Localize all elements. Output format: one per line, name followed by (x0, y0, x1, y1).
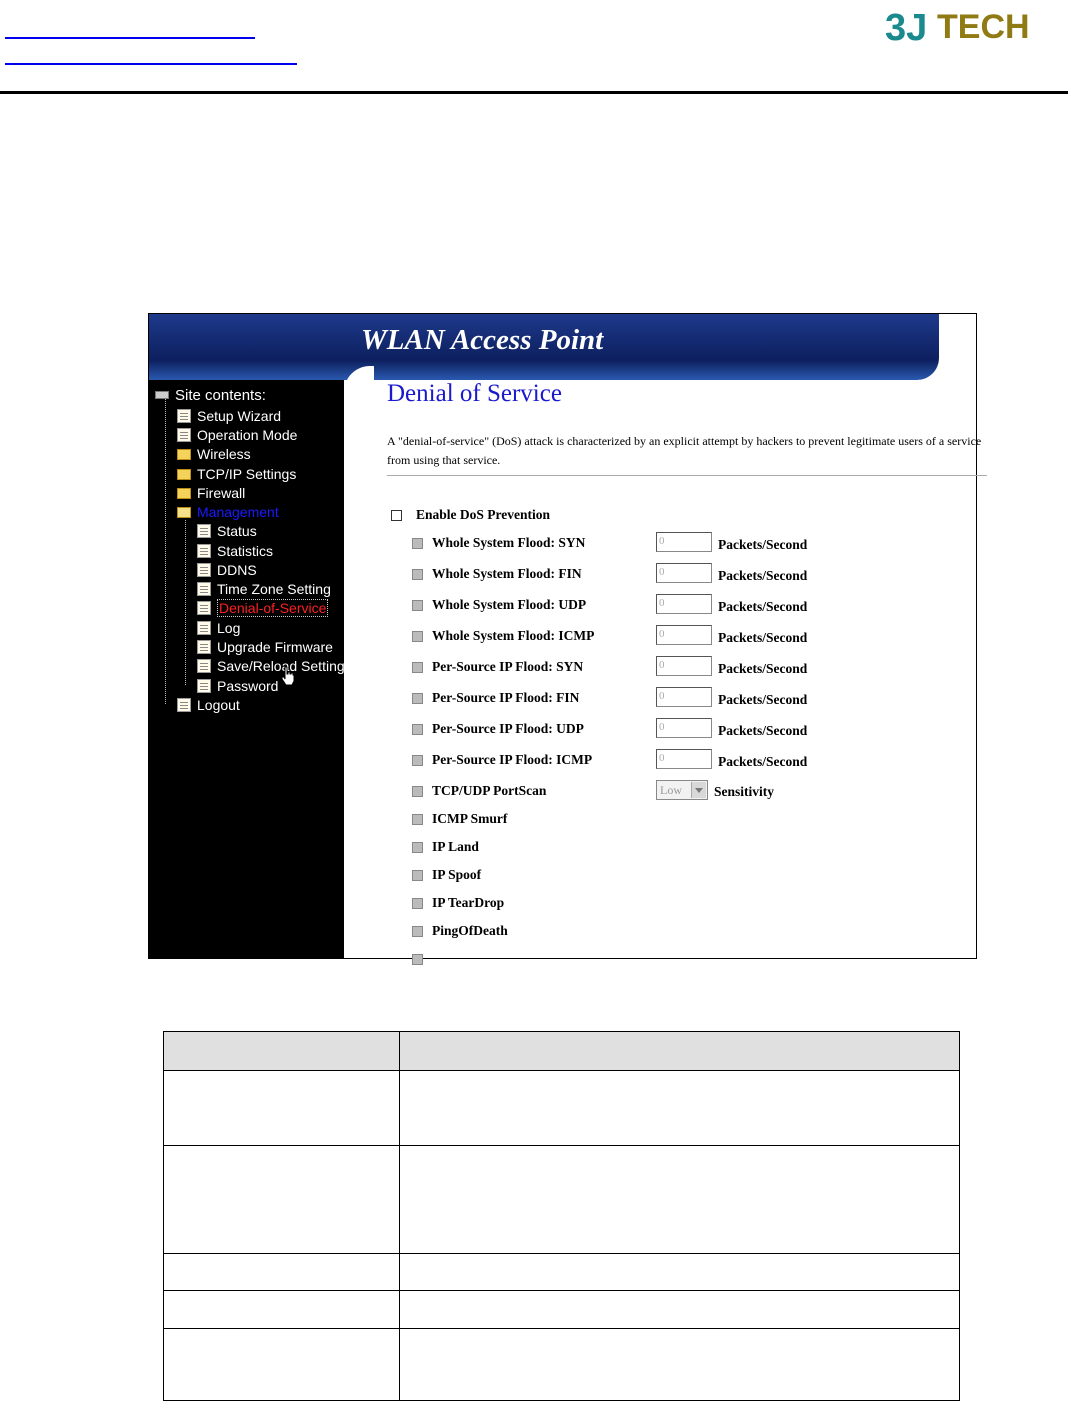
sidebar-item-status[interactable] (197, 521, 257, 540)
flood-unit: Packets/Second (718, 661, 808, 676)
option-checkbox-partial[interactable] (412, 954, 423, 965)
sidebar-item-label: Password (217, 677, 279, 694)
sidebar-root (155, 386, 266, 405)
brand-logo (885, 2, 1030, 58)
document-icon (177, 409, 191, 423)
folder-icon (177, 449, 191, 460)
sidebar-item-log[interactable] (197, 618, 240, 637)
sidebar-item-save-reload[interactable] (197, 656, 345, 675)
sensitivity-select[interactable] (656, 780, 708, 800)
sidebar-item-label: Wireless (197, 445, 251, 462)
document-icon (197, 679, 211, 693)
banner (149, 314, 976, 380)
page-description: A "denial-of-service" (DoS) attack is characterized by an explicit attempt by hackers to prevent legitimate users of a service from using that service. (387, 434, 982, 467)
folder-icon (177, 469, 191, 480)
flood-threshold-input[interactable]: 0 (656, 718, 712, 738)
flood-label: Per-Source IP Flood: ICMP (432, 752, 593, 767)
flood-threshold-input[interactable]: 0 (656, 594, 712, 614)
flood-unit: Packets/Second (718, 692, 808, 707)
option-label: IP Land (432, 839, 479, 854)
option-label: IP TearDrop (432, 895, 505, 910)
flood-checkbox[interactable] (412, 569, 423, 580)
banner-title: WLAN Access Point (361, 324, 604, 356)
sidebar-item-label: Time Zone Setting (217, 580, 331, 597)
sidebar-item-label: Setup Wizard (197, 407, 282, 424)
table-cell (400, 1254, 960, 1291)
table-cell (164, 1329, 400, 1401)
open-folder-icon (177, 507, 191, 518)
header-link-1[interactable] (5, 37, 255, 39)
flood-unit: Packets/Second (718, 537, 808, 552)
table-cell (164, 1071, 400, 1146)
table-cell (164, 1291, 400, 1329)
flood-label: Whole System Flood: ICMP (432, 628, 595, 643)
sidebar-item-tcpip-settings[interactable] (177, 464, 296, 483)
flood-checkbox[interactable] (412, 724, 423, 735)
table-row (164, 1329, 960, 1401)
sidebar-item-time-zone[interactable] (197, 579, 331, 598)
content-panel (385, 380, 982, 958)
flood-threshold-input[interactable]: 0 (656, 687, 712, 707)
sidebar (149, 380, 344, 958)
hand-cursor-icon (281, 666, 295, 686)
page-title: Denial of Service (387, 380, 562, 407)
document-icon (197, 524, 211, 538)
document-icon (197, 582, 211, 596)
table-header-cell (400, 1032, 960, 1071)
flood-label: Per-Source IP Flood: SYN (432, 659, 584, 674)
sensitivity-label: Sensitivity (714, 784, 775, 799)
flood-threshold-input[interactable]: 0 (656, 656, 712, 676)
sidebar-item-label: Log (217, 619, 241, 636)
flood-threshold-input[interactable]: 0 (656, 563, 712, 583)
sidebar-item-label: Statistics (217, 542, 274, 559)
table-cell (164, 1146, 400, 1254)
tree-line (185, 520, 186, 685)
header-rule (0, 91, 1068, 94)
logo-word: TECH (937, 8, 1030, 46)
table-header-row (164, 1032, 960, 1071)
table-row (164, 1071, 960, 1146)
enable-dos-label: Enable DoS Prevention (416, 507, 551, 522)
sidebar-item-firewall[interactable] (177, 483, 245, 502)
enable-dos-checkbox[interactable] (391, 510, 402, 521)
table-row (164, 1146, 960, 1254)
flood-label: Whole System Flood: FIN (432, 566, 582, 581)
flood-label: Whole System Flood: UDP (432, 597, 587, 612)
sensitivity-value: Low (660, 783, 682, 797)
document-icon (177, 428, 191, 442)
folder-icon (177, 488, 191, 499)
flood-threshold-input[interactable]: 0 (656, 625, 712, 645)
sidebar-item-label: TCP/IP Settings (197, 465, 297, 482)
flood-checkbox[interactable] (412, 600, 423, 611)
flood-checkbox[interactable] (412, 693, 423, 704)
flood-label: Per-Source IP Flood: FIN (432, 690, 580, 705)
computer-icon (155, 391, 169, 399)
flood-checkbox[interactable] (412, 538, 423, 549)
logo-number: 3J (885, 7, 928, 49)
portscan-label: TCP/UDP PortScan (432, 783, 547, 798)
option-label: PingOfDeath (432, 923, 508, 938)
flood-unit: Packets/Second (718, 630, 808, 645)
portscan-checkbox[interactable] (412, 786, 423, 797)
flood-unit: Packets/Second (718, 754, 808, 769)
sidebar-root-label: Site contents: (175, 387, 266, 404)
sidebar-item-upgrade-firmware[interactable] (197, 637, 333, 656)
sidebar-item-label: Firewall (197, 484, 246, 501)
content-divider (387, 475, 987, 476)
sidebar-item-management[interactable] (177, 502, 279, 521)
option-checkbox[interactable] (412, 814, 423, 825)
sidebar-item-label: Operation Mode (197, 426, 298, 443)
sidebar-item-label: Upgrade Firmware (217, 638, 333, 655)
table-cell (164, 1254, 400, 1291)
document-icon (197, 640, 211, 654)
flood-unit: Packets/Second (718, 568, 808, 583)
option-checkbox[interactable] (412, 870, 423, 881)
table-header-cell (164, 1032, 400, 1071)
sidebar-item-operation-mode[interactable] (177, 425, 297, 444)
flood-threshold-input[interactable]: 0 (656, 749, 712, 769)
sidebar-item-label: DDNS (217, 561, 257, 578)
document-icon (197, 659, 211, 673)
sidebar-item-setup-wizard[interactable] (177, 406, 281, 425)
table-cell (400, 1329, 960, 1401)
sidebar-item-logout[interactable] (177, 695, 240, 714)
tree-line (165, 394, 166, 704)
option-checkbox[interactable] (412, 926, 423, 937)
sidebar-item-denial-of-service[interactable] (197, 598, 328, 617)
option-label: IP Spoof (432, 867, 482, 882)
table-row (164, 1254, 960, 1291)
sidebar-item-ddns[interactable] (197, 560, 257, 579)
document-icon (197, 621, 211, 635)
sidebar-item-password[interactable] (197, 676, 278, 695)
sidebar-item-label: Status (217, 522, 257, 539)
flood-label: Per-Source IP Flood: UDP (432, 721, 584, 736)
table-cell (400, 1146, 960, 1254)
document-icon (177, 698, 191, 712)
flood-label: Whole System Flood: SYN (432, 535, 586, 550)
flood-unit: Packets/Second (718, 599, 808, 614)
flood-unit: Packets/Second (718, 723, 808, 738)
document-icon (197, 601, 211, 615)
document-icon (197, 563, 211, 577)
option-checkbox[interactable] (412, 842, 423, 853)
sidebar-item-label: Save/Reload Setting (217, 657, 345, 674)
document-icon (197, 544, 211, 558)
flood-checkbox[interactable] (412, 755, 423, 766)
router-screenshot (148, 313, 982, 959)
table-row (164, 1291, 960, 1329)
option-checkbox[interactable] (412, 898, 423, 909)
sidebar-item-statistics[interactable] (197, 541, 273, 560)
flood-checkbox[interactable] (412, 662, 423, 673)
parameter-table (163, 1031, 960, 1401)
flood-threshold-input[interactable]: 0 (656, 532, 712, 552)
flood-checkbox[interactable] (412, 631, 423, 642)
table-cell (400, 1291, 960, 1329)
sidebar-item-label: Logout (197, 696, 240, 713)
header-link-2[interactable] (5, 63, 297, 65)
sidebar-item-label: Management (197, 503, 279, 520)
table-cell (400, 1071, 960, 1146)
option-label: ICMP Smurf (432, 811, 508, 826)
chevron-down-icon[interactable] (691, 782, 706, 798)
sidebar-item-wireless[interactable] (177, 444, 251, 463)
sidebar-item-label: Denial-of-Service (219, 599, 327, 616)
